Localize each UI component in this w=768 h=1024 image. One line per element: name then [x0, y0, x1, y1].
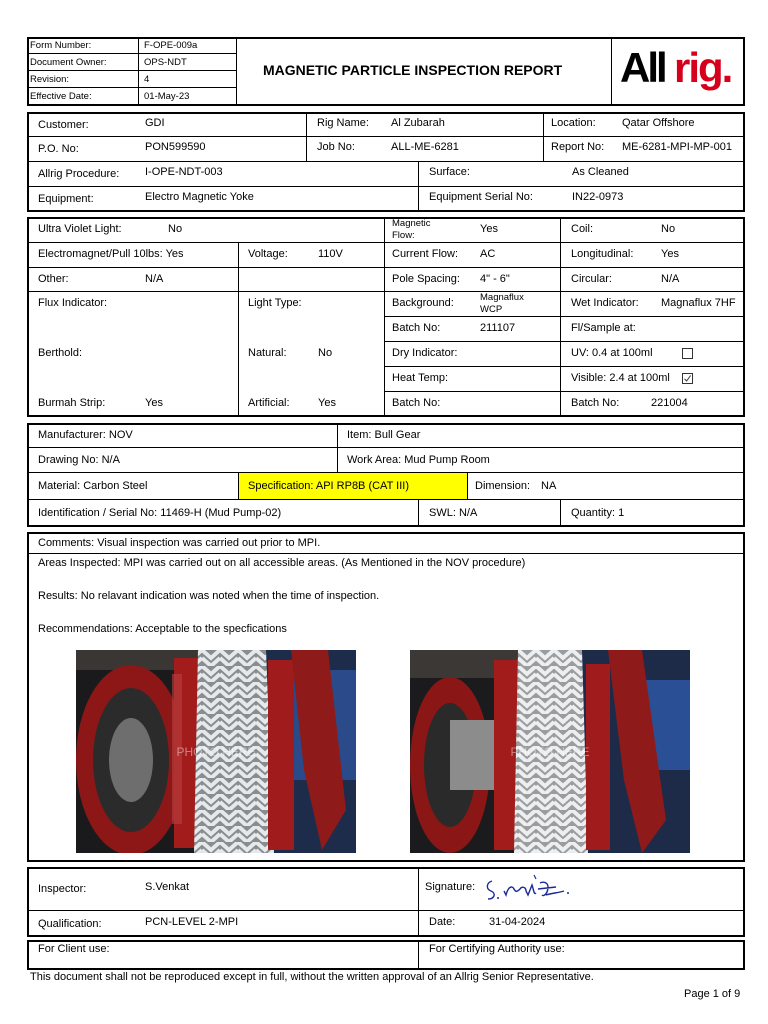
divider: [138, 38, 139, 105]
logo-text-rig: rig.: [674, 44, 732, 91]
location-value: Qatar Offshore: [622, 117, 695, 129]
divider: [418, 941, 419, 969]
item-text: Item: Bull Gear: [347, 429, 421, 441]
divider: [337, 424, 338, 472]
divider: [28, 136, 744, 137]
dimension-label: Dimension:: [475, 480, 531, 492]
comments-text: Comments: Visual inspection was carried out prior to MPI.: [38, 537, 321, 549]
surface-value: As Cleaned: [572, 166, 629, 178]
divider: [28, 553, 744, 554]
po-label: P.O. No:: [38, 143, 79, 155]
certifying-authority-use-label: For Certifying Authority use:: [429, 943, 565, 955]
areas-inspected-text: Areas Inspected: MPI was carried out on all accessible areas. (As Mentioned in the NOV procedure): [38, 557, 526, 569]
divider: [28, 70, 236, 71]
uv-light-label: Ultra Violet Light:: [38, 223, 122, 235]
divider: [384, 366, 744, 367]
procedure-label: Allrig Procedure:: [38, 168, 120, 180]
specification-text: Specification: API RP8B (CAT III): [248, 480, 409, 492]
dry-indicator-label: Dry Indicator:: [392, 347, 458, 359]
page-number: Page 1 of 9: [684, 988, 741, 1000]
effective-date-value: 01-May-23: [144, 91, 190, 102]
revision-label: Revision:: [30, 74, 70, 85]
berthold-label: Berthold:: [38, 347, 83, 359]
batch-no-label-1: Batch No:: [392, 322, 441, 334]
material-text: Material: Carbon Steel: [38, 480, 148, 492]
procedure-value: I-OPE-NDT-003: [145, 166, 223, 178]
client-use-label: For Client use:: [38, 943, 110, 955]
visible-sample-checkbox[interactable]: [682, 373, 693, 384]
fl-sample-label: Fl/Sample at:: [571, 322, 636, 334]
divider: [28, 499, 744, 500]
divider: [28, 53, 236, 54]
equipment-value: Electro Magnetic Yoke: [145, 191, 254, 203]
parameters-box: [27, 217, 745, 417]
divider: [611, 38, 612, 105]
job-no-value: ALL-ME-6281: [391, 141, 459, 153]
divider: [28, 242, 744, 243]
background-value-line1: Magnaflux: [480, 292, 524, 303]
rig-name-label: Rig Name:: [317, 117, 369, 129]
revision-value: 4: [144, 74, 150, 85]
coil-label: Coil:: [571, 223, 594, 235]
divider: [236, 38, 237, 105]
divider: [418, 162, 419, 211]
uv-sample-text: UV: 0.4 at 100ml: [571, 347, 653, 359]
date-value: 31-04-2024: [489, 916, 546, 928]
artificial-value: Yes: [318, 397, 336, 409]
divider: [28, 161, 744, 162]
electromagnet-text: Electromagnet/Pull 10lbs: Yes: [38, 248, 184, 260]
burmah-strip-label: Burmah Strip:: [38, 397, 106, 409]
light-type-label: Light Type:: [248, 297, 302, 309]
inspection-photo-2: [410, 650, 690, 853]
dimension-value: NA: [541, 480, 557, 492]
divider: [560, 218, 561, 416]
date-label: Date:: [429, 916, 456, 928]
divider: [28, 87, 236, 88]
manufacturer-text: Manufacturer: NOV: [38, 429, 133, 441]
divider: [384, 391, 744, 392]
divider: [384, 218, 385, 416]
po-value: PON599590: [145, 141, 206, 153]
identification-text: Identification / Serial No: 11469-H (Mud Pump-02): [38, 507, 282, 519]
divider: [543, 113, 544, 161]
divider: [384, 316, 744, 317]
coil-value: No: [661, 223, 676, 235]
inspection-photo-1: [76, 650, 356, 853]
visible-sample-text: Visible: 2.4 at 100ml: [571, 372, 670, 384]
batch-no-label-2: Batch No:: [392, 397, 441, 409]
qualification-label: Qualification:: [38, 918, 102, 930]
results-text: Results: No relavant indication was noted when the time of inspection.: [38, 590, 380, 602]
divider: [238, 243, 239, 416]
effective-date-label: Effective Date:: [30, 91, 92, 102]
form-number-value: F-OPE-009a: [144, 40, 198, 51]
use-box: [27, 940, 745, 970]
form-number-label: Form Number:: [30, 40, 92, 51]
checkmark-icon: [683, 374, 692, 383]
divider: [384, 341, 744, 342]
longitudinal-value: Yes: [661, 248, 679, 260]
uv-sample-checkbox[interactable]: [682, 348, 693, 359]
divider: [28, 186, 744, 187]
voltage-value: 110V: [318, 248, 343, 260]
magnetic-flow-label-line2: Flow:: [392, 230, 415, 241]
divider: [306, 113, 307, 161]
circular-value: N/A: [661, 273, 680, 285]
current-flow-label: Current Flow:: [392, 248, 459, 260]
divider: [28, 267, 744, 268]
artificial-label: Artificial:: [248, 397, 290, 409]
batch-no-value-1: 211107: [480, 322, 516, 334]
allrig-logo: [618, 42, 742, 102]
divider: [28, 447, 744, 448]
photo-placeholder-1: PHOTO HERE: [176, 744, 256, 759]
other-label: Other:: [38, 273, 69, 285]
document-owner-label: Document Owner:: [30, 57, 107, 68]
work-area-text: Work Area: Mud Pump Room: [347, 454, 490, 466]
quantity-text: Quantity: 1: [571, 507, 625, 519]
background-value-line2: WCP: [480, 304, 503, 315]
divider: [418, 868, 419, 936]
batch-no-label-3: Batch No:: [571, 397, 620, 409]
divider: [28, 291, 744, 292]
inspector-value: S.Venkat: [145, 881, 190, 893]
equipment-label: Equipment:: [38, 193, 94, 205]
wet-indicator-label: Wet Indicator:: [571, 297, 639, 309]
uv-light-value: No: [168, 223, 183, 235]
flux-indicator-label: Flux Indicator:: [38, 297, 108, 309]
rig-name-value: Al Zubarah: [391, 117, 445, 129]
report-no-value: ME-6281-MPI-MP-001: [622, 141, 733, 153]
inspector-label: Inspector:: [38, 883, 87, 895]
signoff-box: [27, 867, 745, 937]
divider: [418, 500, 419, 526]
voltage-label: Voltage:: [248, 248, 288, 260]
background-label: Background:: [392, 297, 454, 309]
logo-text-all: All: [620, 44, 665, 91]
heat-temp-label: Heat Temp:: [392, 372, 449, 384]
divider: [28, 910, 744, 911]
report-no-label: Report No:: [551, 141, 605, 153]
magnetic-flow-label-line1: Magnetic: [392, 218, 431, 229]
drawing-no-text: Drawing No: N/A: [38, 454, 120, 466]
photo-placeholder-2: PHOTO HERE: [510, 744, 590, 759]
other-value: N/A: [145, 273, 164, 285]
divider: [467, 473, 468, 499]
job-no-label: Job No:: [317, 141, 355, 153]
swl-text: SWL: N/A: [429, 507, 478, 519]
customer-value: GDI: [145, 117, 165, 129]
equipment-serial-label: Equipment Serial No:: [429, 191, 533, 203]
batch-no-value-3: 221004: [651, 397, 688, 409]
current-flow-value: AC: [480, 248, 496, 260]
equipment-serial-value: IN22-0973: [572, 191, 624, 203]
pole-spacing-value: 4" - 6": [480, 273, 510, 285]
document-owner-value: OPS-NDT: [144, 57, 187, 68]
natural-label: Natural:: [248, 347, 287, 359]
signature-label: Signature:: [425, 881, 476, 893]
surface-label: Surface:: [429, 166, 470, 178]
location-label: Location:: [551, 117, 596, 129]
magnetic-flow-value: Yes: [480, 223, 498, 235]
wet-indicator-value: Magnaflux 7HF: [661, 297, 736, 309]
circular-label: Circular:: [571, 273, 612, 285]
report-title: MAGNETIC PARTICLE INSPECTION REPORT: [263, 62, 563, 78]
natural-value: No: [318, 347, 333, 359]
pole-spacing-label: Pole Spacing:: [392, 273, 460, 285]
recommendations-text: Recommendations: Acceptable to the specfications: [38, 623, 287, 635]
customer-label: Customer:: [38, 119, 89, 131]
qualification-value: PCN-LEVEL 2-MPI: [145, 916, 239, 928]
divider: [560, 500, 561, 526]
reproduction-notice: This document shall not be reproduced except in full, without the written approval of an Allrig Senior Representative.: [30, 971, 594, 983]
burmah-strip-value: Yes: [145, 397, 163, 409]
inspector-signature: [482, 871, 582, 905]
longitudinal-label: Longitudinal:: [571, 248, 634, 260]
